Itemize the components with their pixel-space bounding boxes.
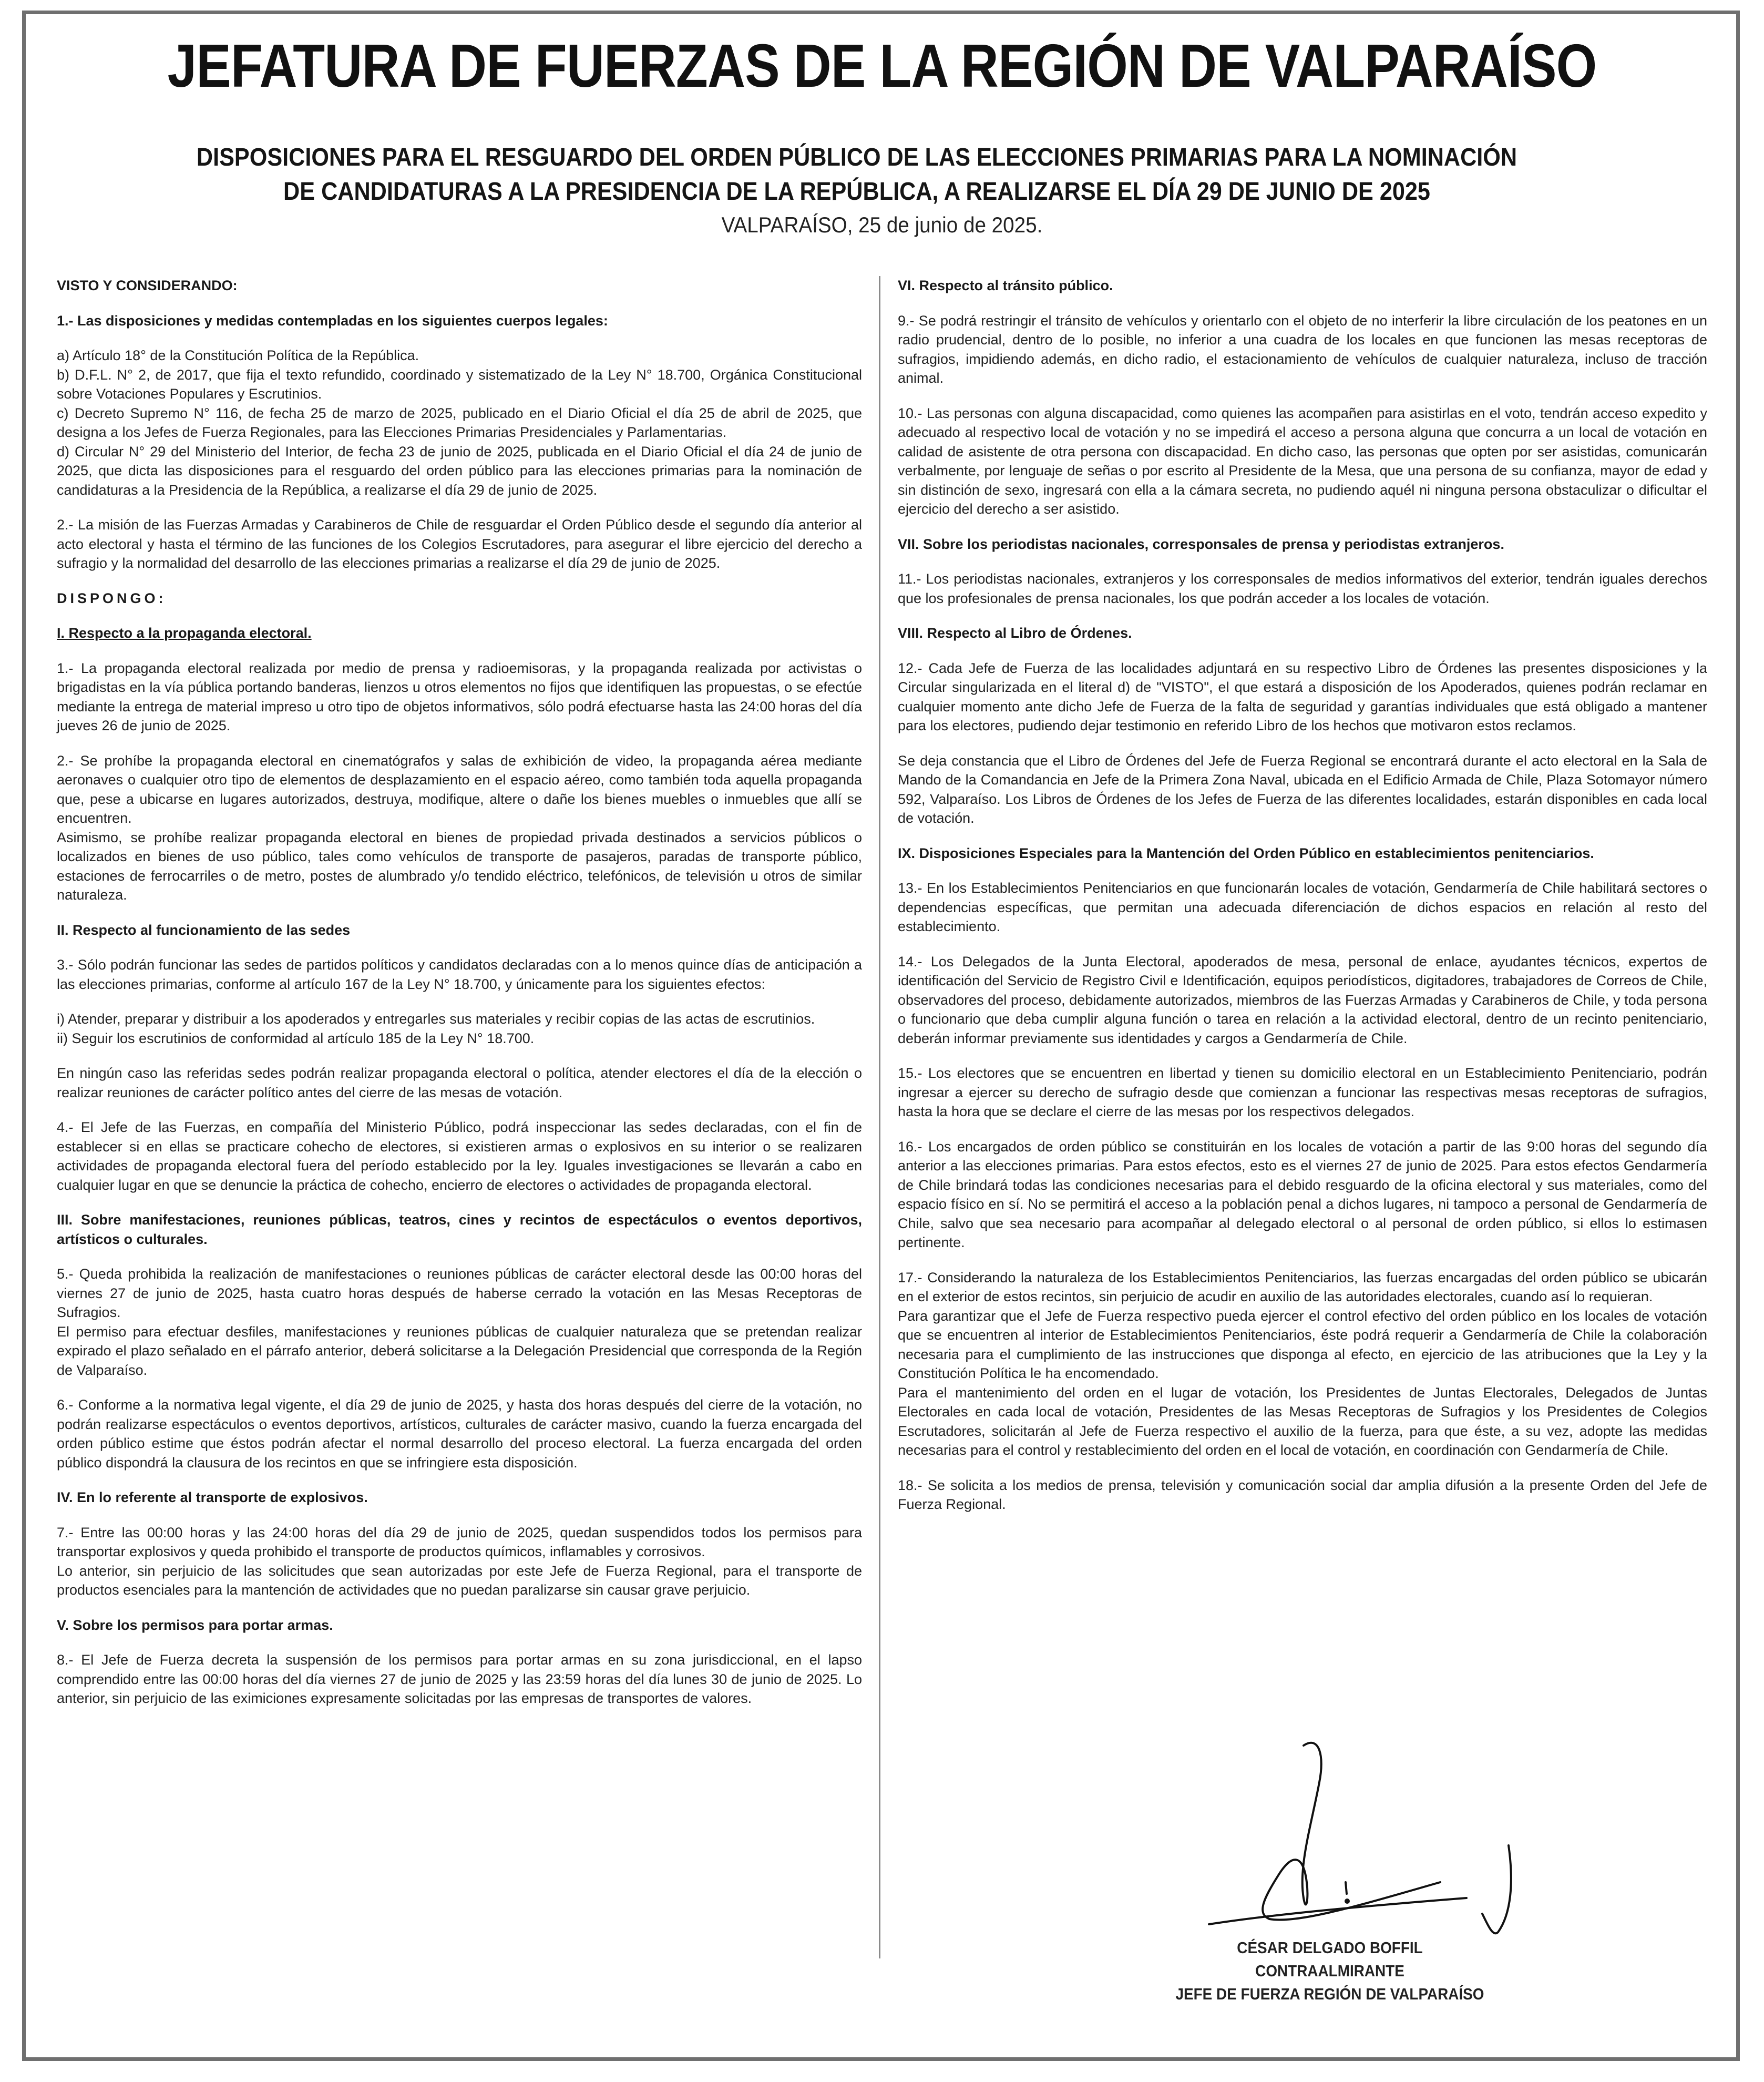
section-7-heading: VII. Sobre los periodistas nacionales, corresponsales de prensa y periodistas extranjeros. [898, 536, 1504, 552]
visto-heading: VISTO Y CONSIDERANDO: [57, 278, 238, 293]
paragraph-7: 7.- Entre las 00:00 horas y las 24:00 horas del día 29 de junio de 2025, quedan suspendidos todos los permisos para transportar explosivos y queda prohibido el transporte de productos químicos, inflamables y corrosivos. [57, 1524, 862, 1559]
section-6-heading: VI. Respecto al tránsito público. [898, 278, 1113, 293]
paragraph-4: 4.- El Jefe de las Fuerzas, en compañía del Ministerio Público, podrá inspeccionar las sedes declaradas, con el fin de establecer si en ellas se practicare cohecho de electores, si existieren armas o explosivos en su interior o se realizaren actividades de propaganda electoral fuera del período establecido por la ley. Iguales investigaciones se llevarán a cabo en cualquier lugar en que se denuncie la práctica de cohecho, encierro de electores o actividades de propaganda electoral. [57, 1119, 862, 1193]
paragraph-8: 8.- El Jefe de Fuerza decreta la suspensión de los permisos para portar armas en su zona jurisdiccional, en el lapso comprendido entre las 00:00 horas del día viernes 27 de junio de 2025 y las 23:59 horas del día lunes 30 de junio de 2025. Lo anterior, sin perjuicio de las eximiciones expresamente solicitadas por las empresas de transportes de valores. [57, 1652, 862, 1706]
section-8-heading: VIII. Respecto al Libro de Órdenes. [898, 625, 1132, 641]
signatory-name: CÉSAR DELGADO BOFFIL [1237, 1938, 1423, 1957]
legal-item-c: c) Decreto Supremo N° 116, de fecha 25 de marzo de 2025, publicado en el Diario Oficial el día 25 de abril de 2025, que designa a los Jefes de Fuerza Regionales, para las Elecciones Primarias Presidenciales y Parlamentarias. [57, 405, 862, 440]
paragraph-17-cont-2: Para el mantenimiento del orden en el lugar de votación, los Presidentes de Juntas Electorales, Delegados de Juntas Electorales en cada local de votación, Presidentes de las Mesas Receptoras de Sufragios y los Presidentes de Colegios Escrutadores, solicitarán al Jefe de Fuerza respectivo el auxilio de la fuerza, para que éste, a su vez, adopte las medidas necesarias para el control y restablecimiento del orden en el local de votación, en coordinación con Gendarmería de Chile. [898, 1384, 1707, 1458]
paragraph-13: 13.- En los Establecimientos Penitenciarios en que funcionarán locales de votación, Gendarmería de Chile habilitará sectores o dependencias específicas, que permitan una adecuada diferenciación de dichos espacios en relación al resto del establecimiento. [898, 880, 1707, 934]
paragraph-15: 15.- Los electores que se encuentren en libertad y tienen su domicilio electoral en un Establecimiento Penitenciario, podrán ingresar a ejercer su derecho de sufragio desde que comienzan a funcionar las respectivas mesas receptoras de sufragios, hasta la hora que se declare el cierre de las mesas por los respectivos delegados. [898, 1065, 1707, 1119]
section-4-heading: IV. En lo referente al transporte de explosivos. [57, 1489, 368, 1505]
paragraph-3-cont: En ningún caso las referidas sedes podrán realizar propaganda electoral o política, atender electores el día de la elección o realizar reuniones de carácter político antes del cierre de las mesas de votación. [57, 1065, 862, 1100]
paragraph-12-cont: Se deja constancia que el Libro de Órdenes del Jefe de Fuerza Regional se encontrará durante el acto electoral en la Sala de Mando de la Comandancia en Jefe de la Primera Zona Naval, ubicada en el Edificio Armada de Chile, Plaza Sotomayor número 592, Valparaíso. Los Libros de Órdenes de los Jefes de Fuerza de las diferentes localidades, estarán disponibles en cada local de votación. [898, 752, 1707, 826]
paragraph-11: 11.- Los periodistas nacionales, extranjeros y los corresponsales de medios informativos del exterior, tendrán iguales derechos que los profesionales de prensa nacionales, los que podrán acceder a los locales de votación. [898, 571, 1707, 606]
dateline: VALPARAÍSO, 25 de junio de 2025. [721, 212, 1043, 237]
column-divider [879, 276, 880, 1958]
paragraph-5-cont: El permiso para efectuar desfiles, manifestaciones y reuniones públicas de cualquier naturaleza que se pretendan realizar expirado el plazo señalado en el párrafo anterior, deberá solicitarse a la Delegación Presidencial que corresponda de la Región de Valparaíso. [57, 1323, 862, 1378]
page-title: JEFATURA DE FUERZAS DE LA REGIÓN DE VALPARAÍSO [167, 32, 1597, 100]
legal-item-a: a) Artículo 18° de la Constitución Política de la República. [57, 348, 419, 363]
legal-item-d: d) Circular N° 29 del Ministerio del Interior, de fecha 23 de junio de 2025, publicada en el Diario Oficial el día 24 de junio de 2025, que dicta las disposiciones para el resguardo del orden público para las elecciones primarias para la nominación de candidaturas a la Presidencia de la República, a realizarse el día 29 de junio de 2025. [57, 443, 862, 498]
paragraph-9: 9.- Se podrá restringir el tránsito de vehículos y orientarlo con el objeto de no interferir la libre circulación de los peatones en un radio prudencial, dentro de lo posible, no inferior a una cuadra de los locales en que funcionen las mesas receptoras de sufragios, impidiendo además, en dicho radio, el estacionamiento de vehículos de cualquier naturaleza, incluso de tracción animal. [898, 312, 1707, 386]
subtitle-line-1: DISPOSICIONES PARA EL RESGUARDO DEL ORDEN PÚBLICO DE LAS ELECCIONES PRIMARIAS PARA LA NOMINACIÓN [196, 144, 1517, 171]
paragraph-17: 17.- Considerando la naturaleza de los Establecimientos Penitenciarios, las fuerzas encargadas del orden público se ubicarán en el exterior de estos recintos, sin perjuicio de acudir en auxilio de las autoridades electorales, cuando así lo requieran. [898, 1269, 1707, 1304]
paragraph-7-cont: Lo anterior, sin perjuicio de las solicitudes que sean autorizadas por este Jefe de Fuerza Regional, para el transporte de productos esenciales para la mantención de actividades que no puedan paralizarse sin causar grave perjuicio. [57, 1563, 862, 1598]
paragraph-16: 16.- Los encargados de orden público se constituirán en los locales de votación a partir de las 9:00 horas del segundo día anterior a las elecciones primarias. Para estos efectos, esto es el viernes 27 de junio de 2025. Para estos efectos Gendarmería de Chile brindará todas las condiciones necesarias para el debido resguardo de la oficina electoral y sus materiales, como del espacio físico en sí. No se permitirá el acceso a la población penal a dichos lugares, ni tampoco a personal de Gendarmería de Chile, salvo que sea necesario para acompañar al delegado electoral o al personal de orden público, si ellos lo estimasen pertinente. [898, 1138, 1707, 1250]
paragraph-17-cont-1: Para garantizar que el Jefe de Fuerza respectivo pueda ejercer el control efectivo del orden público en los locales de votación que se encuentren al interior de Establecimientos Penitenciarios, éste podrá requerir a Gendarmería de Chile la colaboración necesaria para el cumplimiento de las instrucciones que disponga al efecto, en ejercicio de las atribuciones que la Ley y la Constitución Política le ha encomendado. [898, 1308, 1707, 1381]
paragraph-2: 2.- Se prohíbe la propaganda electoral en cinematógrafos y salas de exhibición de video, la propaganda aérea mediante aeronaves o cualquier otro tipo de elementos de desplazamiento en el espacio aéreo, como también toda aquella propaganda que, pese a ubicarse en lugares autorizados, destruya, modifique, altere o dañe los bienes muebles o inmuebles que allí se encuentren. [57, 752, 862, 826]
paragraph-3-item-i: i) Atender, preparar y distribuir a los apoderados y entregarles sus materiales y recibir copias de las actas de escrutinios. [57, 1011, 815, 1027]
paragraph-12: 12.- Cada Jefe de Fuerza de las localidades adjuntará en su respectivo Libro de Órdenes las presentes disposiciones y la Circular singularizada en el literal d) de "VISTO", el que estará a disposición de los Apoderados, quienes podrán reclamar en cualquier momento ante dicho Jefe de Fuerza de la falta de seguridad y garantías individuales que está obligado a mantener para los electores, pudiendo dejar testimonio en referido Libro de los hechos que motivaron estos reclamos. [898, 660, 1707, 733]
paragraph-3-item-ii: ii) Seguir los escrutinios de conformidad al artículo 185 de la Ley N° 18.700. [57, 1030, 535, 1046]
paragraph-18: 18.- Se solicita a los medios de prensa, televisión y comunicación social dar amplia difusión a la presente Orden del Jefe de Fuerza Regional. [898, 1477, 1707, 1512]
section-3-heading: III. Sobre manifestaciones, reuniones públicas, teatros, cines y recintos de espectáculos o eventos deportivos, artísticos o culturales. [57, 1212, 862, 1247]
paragraph-2-cont: Asimismo, se prohíbe realizar propaganda electoral en bienes de propiedad privada destinados a servicios públicos o localizados en bienes de uso público, tales como vehículos de transporte de pasajeros, paradas de transporte público, estaciones de ferrocarriles o de metro, postes de alumbrado y/o tendido eléctrico, telefónicos, de televisión u otros de similar naturaleza. [57, 829, 862, 903]
paragraph-1: 1.- La propaganda electoral realizada por medio de prensa y radioemisoras, y la propaganda realizada por activistas o brigadistas en la vía pública portando banderas, lienzos u otros elementos no fijos que identifiquen las propuestas, o se efectúe mediante la entrega de material impreso u otro tipo de objetos informativos, sólo podrá efectuarse hasta las 24:00 horas del día jueves 26 de junio de 2025. [57, 660, 862, 733]
section-5-heading: V. Sobre los permisos para portar armas. [57, 1617, 333, 1633]
paragraph-3: 3.- Sólo podrán funcionar las sedes de partidos políticos y candidatos declaradas con a lo menos quince días de anticipación a las elecciones primarias, conforme al artículo 167 de la Ley N° 18.700, y únicamente para los siguientes efectos: [57, 957, 862, 992]
handwritten-signature [1146, 1724, 1535, 1956]
section-2-heading: II. Respecto al funcionamiento de las sedes [57, 922, 351, 938]
signatory-rank: CONTRAALMIRANTE [1255, 1962, 1404, 1980]
legal-item-b: b) D.F.L. N° 2, de 2017, que fija el texto refundido, coordinado y sistematizado de la Ley N° 18.700, Orgánica Constitucional sobre Votaciones Populares y Escrutinios. [57, 366, 862, 402]
right-column [898, 276, 1707, 1530]
section-9-heading: IX. Disposiciones Especiales para la Mantención del Orden Público en establecimientos penitenciarios. [898, 845, 1594, 861]
section-1-heading: I. Respecto a la propaganda electoral. [57, 625, 312, 641]
paragraph-5: 5.- Queda prohibida la realización de manifestaciones o reuniones públicas de carácter electoral desde las 00:00 horas del viernes 27 de junio de 2025, hasta cuatro horas después de haberse cerrado la votación en las Mesas Receptoras de Sufragios. [57, 1266, 862, 1320]
left-column [57, 276, 862, 1724]
paragraph-10: 10.- Las personas con alguna discapacidad, como quienes las acompañen para asistirlas en el voto, tendrán acceso expedito y adecuado al respectivo local de votación y no se impedirá el acceso a persona alguna que concurra a un local de votación en calidad de asistente de otra persona con discapacidad. En dicho caso, las personas que opten por ser asistidas, comunicarán verbalmente, por lenguaje de señas o por escrito al Presidente de la Mesa, que una persona de su confianza, mayor de edad y sin distinción de sexo, ingresará con ella a la cámara secreta, no pudiendo aquél ni ninguna persona obstaculizar o dificultar el ejercicio del derecho a ser asistido. [898, 405, 1707, 517]
considerando-1-heading: 1.- Las disposiciones y medidas contempladas en los siguientes cuerpos legales: [57, 312, 608, 329]
considerando-2: 2.- La misión de las Fuerzas Armadas y Carabineros de Chile de resguardar el Orden Público desde el segundo día anterior al acto electoral y hasta el término de las funciones de los Colegios Escrutadores, para asegurar el libre ejercicio del derecho a sufragio y la normalidad del desarrollo de las elecciones primarias a realizarse el día 29 de junio de 2025. [57, 517, 862, 571]
signatory-position: JEFE DE FUERZA REGIÓN DE VALPARAÍSO [1175, 1985, 1484, 2003]
paragraph-6: 6.- Conforme a la normativa legal vigente, el día 29 de junio de 2025, y hasta dos horas después del cierre de la votación, no podrán realizarse espectáculos o eventos deportivos, artísticos, culturales de carácter masivo, cuando la fuerza encargada del orden público estime que éstos podrán afectar el normal desarrollo del proceso electoral. La fuerza encargada del orden público dispondrá la clausura de los recintos en que se infringiere esta disposición. [57, 1397, 862, 1471]
subtitle-line-2: DE CANDIDATURAS A LA PRESIDENCIA DE LA REPÚBLICA, A REALIZARSE EL DÍA 29 DE JUNIO DE 2025 [283, 178, 1430, 206]
dispongo-heading: DISPONGO: [57, 590, 167, 606]
paragraph-14: 14.- Los Delegados de la Junta Electoral, apoderados de mesa, personal de enlace, ayudantes técnicos, expertos de identificación del Servicio de Registro Civil e Identificación, equipos periodísticos, digitadores, trabajadores de Correos de Chile, observadores del proceso, debidamente autorizados, miembros de las Fuerzas Armadas y Carabineros de Chile, y toda persona o funcionario que deba cumplir alguna función o tarea en relación a la actividad electoral, dentro de un recinto penitenciario, deberán informar previamente sus identidades y cargos a Gendarmería de Chile. [898, 953, 1707, 1046]
